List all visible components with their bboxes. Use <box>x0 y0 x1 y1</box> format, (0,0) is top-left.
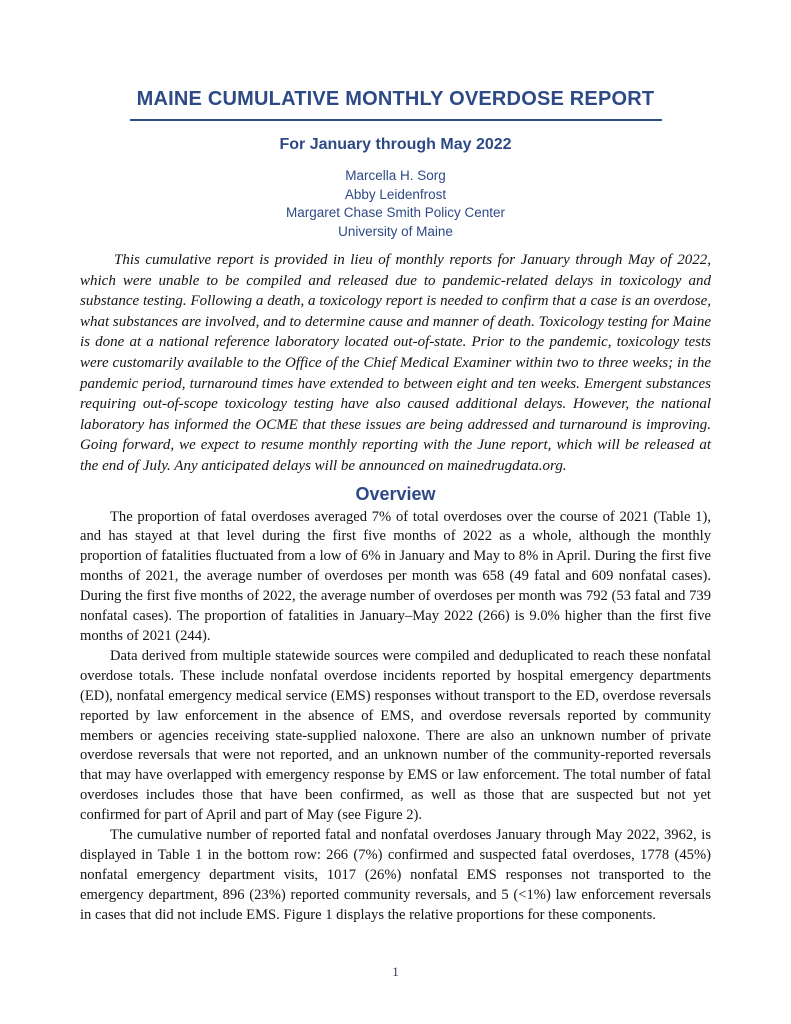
report-subtitle: For January through May 2022 <box>279 136 512 153</box>
author-block <box>80 167 711 241</box>
introductory-note-paragraph: This cumulative report is provided in lieu of monthly reports for January through May of 2022, which were unable to be compiled and released due to pandemic-related delays in toxicology and substance testing. Following a death, a toxicology report is needed to confirm that a case is an overdose, what substances are involved, and to determine cause and manner of death. Toxicology testing for Maine is done at a national reference laboratory located out-of-state. Prior to the pandemic, toxicology tests were customarily available to the Office of the Chief Medical Examiner within two to three weeks; in the pandemic period, turnaround times have extended to between eight and ten weeks. Emergent substances requiring out-of-scope toxicology testing have also caused additional delays. However, the national laboratory has informed the OCME that these issues are being addressed and turnaround is improving. Going forward, we expect to resume monthly reporting with the June report, which will be released at the end of July. Any anticipated delays will be announced on mainedrugdata.org. <box>80 252 711 474</box>
report-title: MAINE CUMULATIVE MONTHLY OVERDOSE REPORT <box>136 88 655 110</box>
overview-paragraph: The cumulative number of reported fatal and nonfatal overdoses January through May 2022, 3962, is displayed in Table 1 in the bottom row: 266 (7%) confirmed and suspected fatal overdoses, 1778 (45%) nonfatal emergency department visits, 1017 (26%) nonfatal EMS responses not transported to the emergency department, 896 (23%) reported community reversals, and 5 (<1%) law enforcement reversals in cases that did not include EMS. Figure 1 displays the relative proportions for these components. <box>80 827 711 923</box>
page-number: 1 <box>392 964 399 979</box>
section-heading-overview: Overview <box>355 483 436 504</box>
author-affiliation-line: University of Maine <box>338 223 453 239</box>
author-affiliation-line: Margaret Chase Smith Policy Center <box>285 205 506 220</box>
title-underline-rule <box>130 119 662 121</box>
author-line: Abby Leidenfrost <box>344 186 447 202</box>
author-line: Marcella H. Sorg <box>345 168 446 183</box>
overview-paragraph: The proportion of fatal overdoses averaged 7% of total overdoses over the course of 2021 (Table 1), and has stayed at that level during the first five months of 2022 as a whole, although the monthly proportion of fatalities fluctuated from a low of 6% in January and May to 8% in April. During the first five months of 2021, the average number of overdoses per month was 658 (49 fatal and 609 nonfatal cases). During the first five months of 2022, the average number of overdoses per month was 792 (53 fatal and 739 nonfatal cases). The proportion of fatalities in January–May 2022 (266) is 9.0% higher than the first five months of 2021 (244). <box>80 508 711 644</box>
overview-paragraph: Data derived from multiple statewide sources were compiled and deduplicated to reach these nonfatal overdose totals. These include nonfatal overdose incidents reported by hospital emergency departments (ED), nonfatal emergency medical service (EMS) responses without transport to the ED, overdose reversals reported by law enforcement in the absence of EMS, and overdose reversals reported by community members or agencies receiving state-supplied naloxone. There are also an unknown number of private overdose reversals that were not reported, and an unknown number of the community-reported reversals that may have overlapped with emergency response by EMS or law enforcement. The total number of fatal overdoses includes those that have been confirmed, as well as those that are suspected but not yet confirmed for part of April and part of May (see Figure 2). <box>80 647 711 824</box>
